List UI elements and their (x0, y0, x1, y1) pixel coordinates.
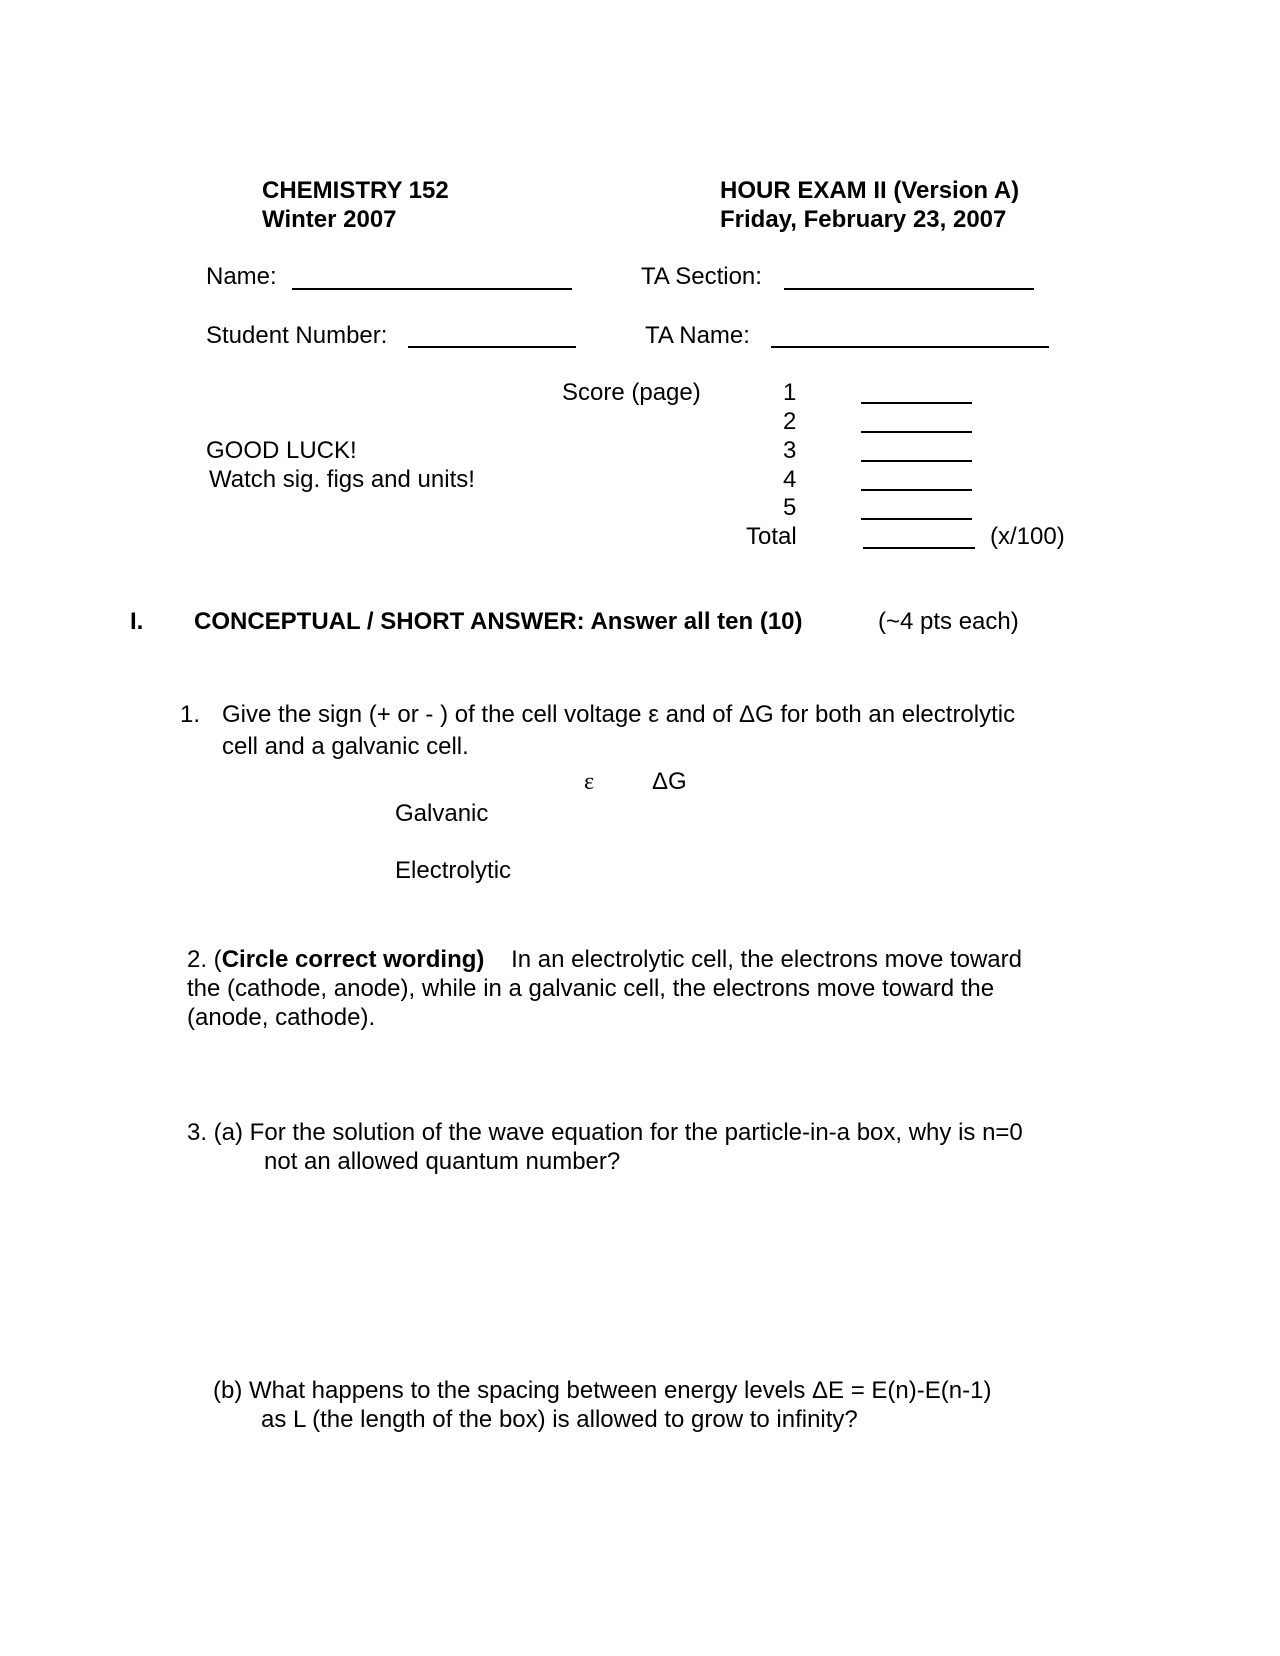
ta-name-label: TA Name: (645, 322, 750, 349)
score-page-number: 1 (783, 379, 797, 406)
ta-section-field[interactable] (784, 288, 1034, 290)
name-label: Name: (206, 263, 277, 290)
circle-instruction: Circle correct wording) (221, 946, 485, 973)
question-number: 1. (180, 701, 201, 728)
course-title: CHEMISTRY 152 (262, 177, 449, 204)
watch-note: Watch sig. figs and units! (209, 466, 475, 493)
exam-title: HOUR EXAM II (Version A) (720, 177, 1020, 204)
score-label: Score (page) (562, 379, 701, 406)
question-text: (anode, cathode). (187, 1004, 376, 1031)
score-total-field[interactable] (863, 547, 975, 549)
question-number: 2. ( (187, 946, 222, 973)
section-points: (~4 pts each) (878, 608, 1019, 635)
question-text: not an allowed quantum number? (264, 1148, 621, 1175)
question-text: cell and a galvanic cell. (222, 733, 469, 760)
score-field[interactable] (861, 518, 972, 520)
student-number-label: Student Number: (206, 322, 388, 349)
section-title: CONCEPTUAL / SHORT ANSWER: Answer all ten (10) (194, 608, 803, 635)
score-page-number: 3 (783, 437, 797, 464)
question-text-rest: In an electrolytic cell, the electrons move toward (484, 946, 1022, 973)
score-page-number: 2 (783, 408, 797, 435)
ta-name-field[interactable] (771, 346, 1049, 348)
score-field[interactable] (861, 460, 972, 462)
section-numeral: I. (130, 608, 144, 635)
question-text: the (cathode, anode), while in a galvanic cell, the electrons move toward the (187, 975, 995, 1002)
score-total-label: Total (746, 523, 797, 550)
question-text (187, 946, 1022, 975)
question-text: 3. (a) For the solution of the wave equation for the particle-in-a box, why is n=0 (187, 1119, 1023, 1146)
name-field[interactable] (292, 288, 572, 290)
score-field[interactable] (861, 489, 972, 491)
score-field[interactable] (861, 431, 972, 433)
student-number-field[interactable] (408, 346, 576, 348)
good-luck-text: GOOD LUCK! (206, 437, 357, 464)
question-text: Give the sign (+ or - ) of the cell voltage ε and of ΔG for both an electrolytic (222, 701, 1016, 728)
score-page-number: 4 (783, 466, 797, 493)
question-text: as L (the length of the box) is allowed to grow to infinity? (261, 1406, 858, 1433)
epsilon-column-header: ε (584, 769, 595, 795)
score-field[interactable] (861, 402, 972, 404)
ta-section-label: TA Section: (641, 263, 762, 290)
galvanic-row-label: Galvanic (395, 800, 489, 827)
delta-g-column-header: ΔG (652, 768, 687, 795)
term: Winter 2007 (262, 206, 397, 233)
exam-date: Friday, February 23, 2007 (720, 206, 1007, 233)
score-page-number: 5 (783, 494, 797, 521)
question-text: (b) What happens to the spacing between energy levels ΔE = E(n)-E(n-1) (213, 1377, 992, 1404)
electrolytic-row-label: Electrolytic (395, 857, 512, 884)
score-total-suffix: (x/100) (990, 523, 1065, 550)
